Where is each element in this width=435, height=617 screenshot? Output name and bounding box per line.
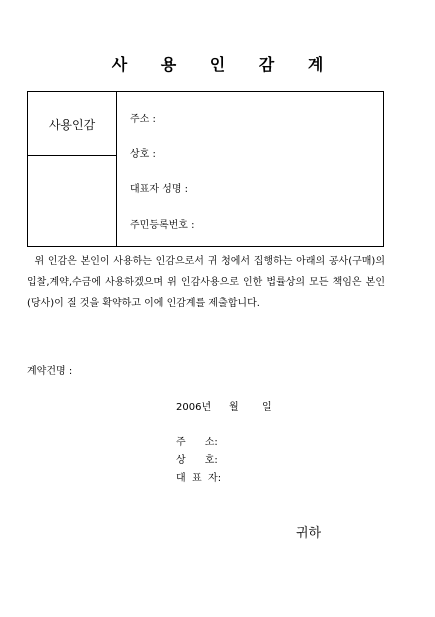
representative-field: 대표자 성명 : (130, 184, 189, 195)
date-day: 일 (262, 402, 272, 413)
company-field: 상호 : (130, 149, 156, 160)
date-month: 월 (229, 402, 239, 413)
resident-number-field: 주민등록번호 : (130, 220, 195, 231)
signature-address-label: 주 소: (176, 437, 218, 448)
date-year: 2006년 (176, 402, 212, 413)
contract-name-label: 계약건명 : (27, 366, 73, 377)
address-field: 주소 : (130, 114, 156, 125)
seal-label: 사용인감 (48, 118, 96, 132)
table-divider-horizontal (28, 155, 116, 156)
table-divider-vertical (116, 92, 117, 246)
statement-text: 위 인감은 본인이 사용하는 인감으로서 귀 청에서 집행하는 아래의 공사(구매)의 입찰,계약,수금에 사용하겠으며 위 인감사용으로 인한 법률상의 모든 책임은 본인(당사)이 질 것을 확약하고 이에 인감계를 제출합니다. (27, 256, 385, 309)
seal-table (27, 91, 384, 247)
document-title: 사 용 인 감 계 (111, 55, 338, 74)
signature-company-label: 상 호: (176, 455, 218, 466)
signature-representative-label: 대 표 자: (176, 473, 222, 484)
addressee: 귀하 (296, 526, 322, 541)
statement-paragraph (27, 251, 385, 314)
